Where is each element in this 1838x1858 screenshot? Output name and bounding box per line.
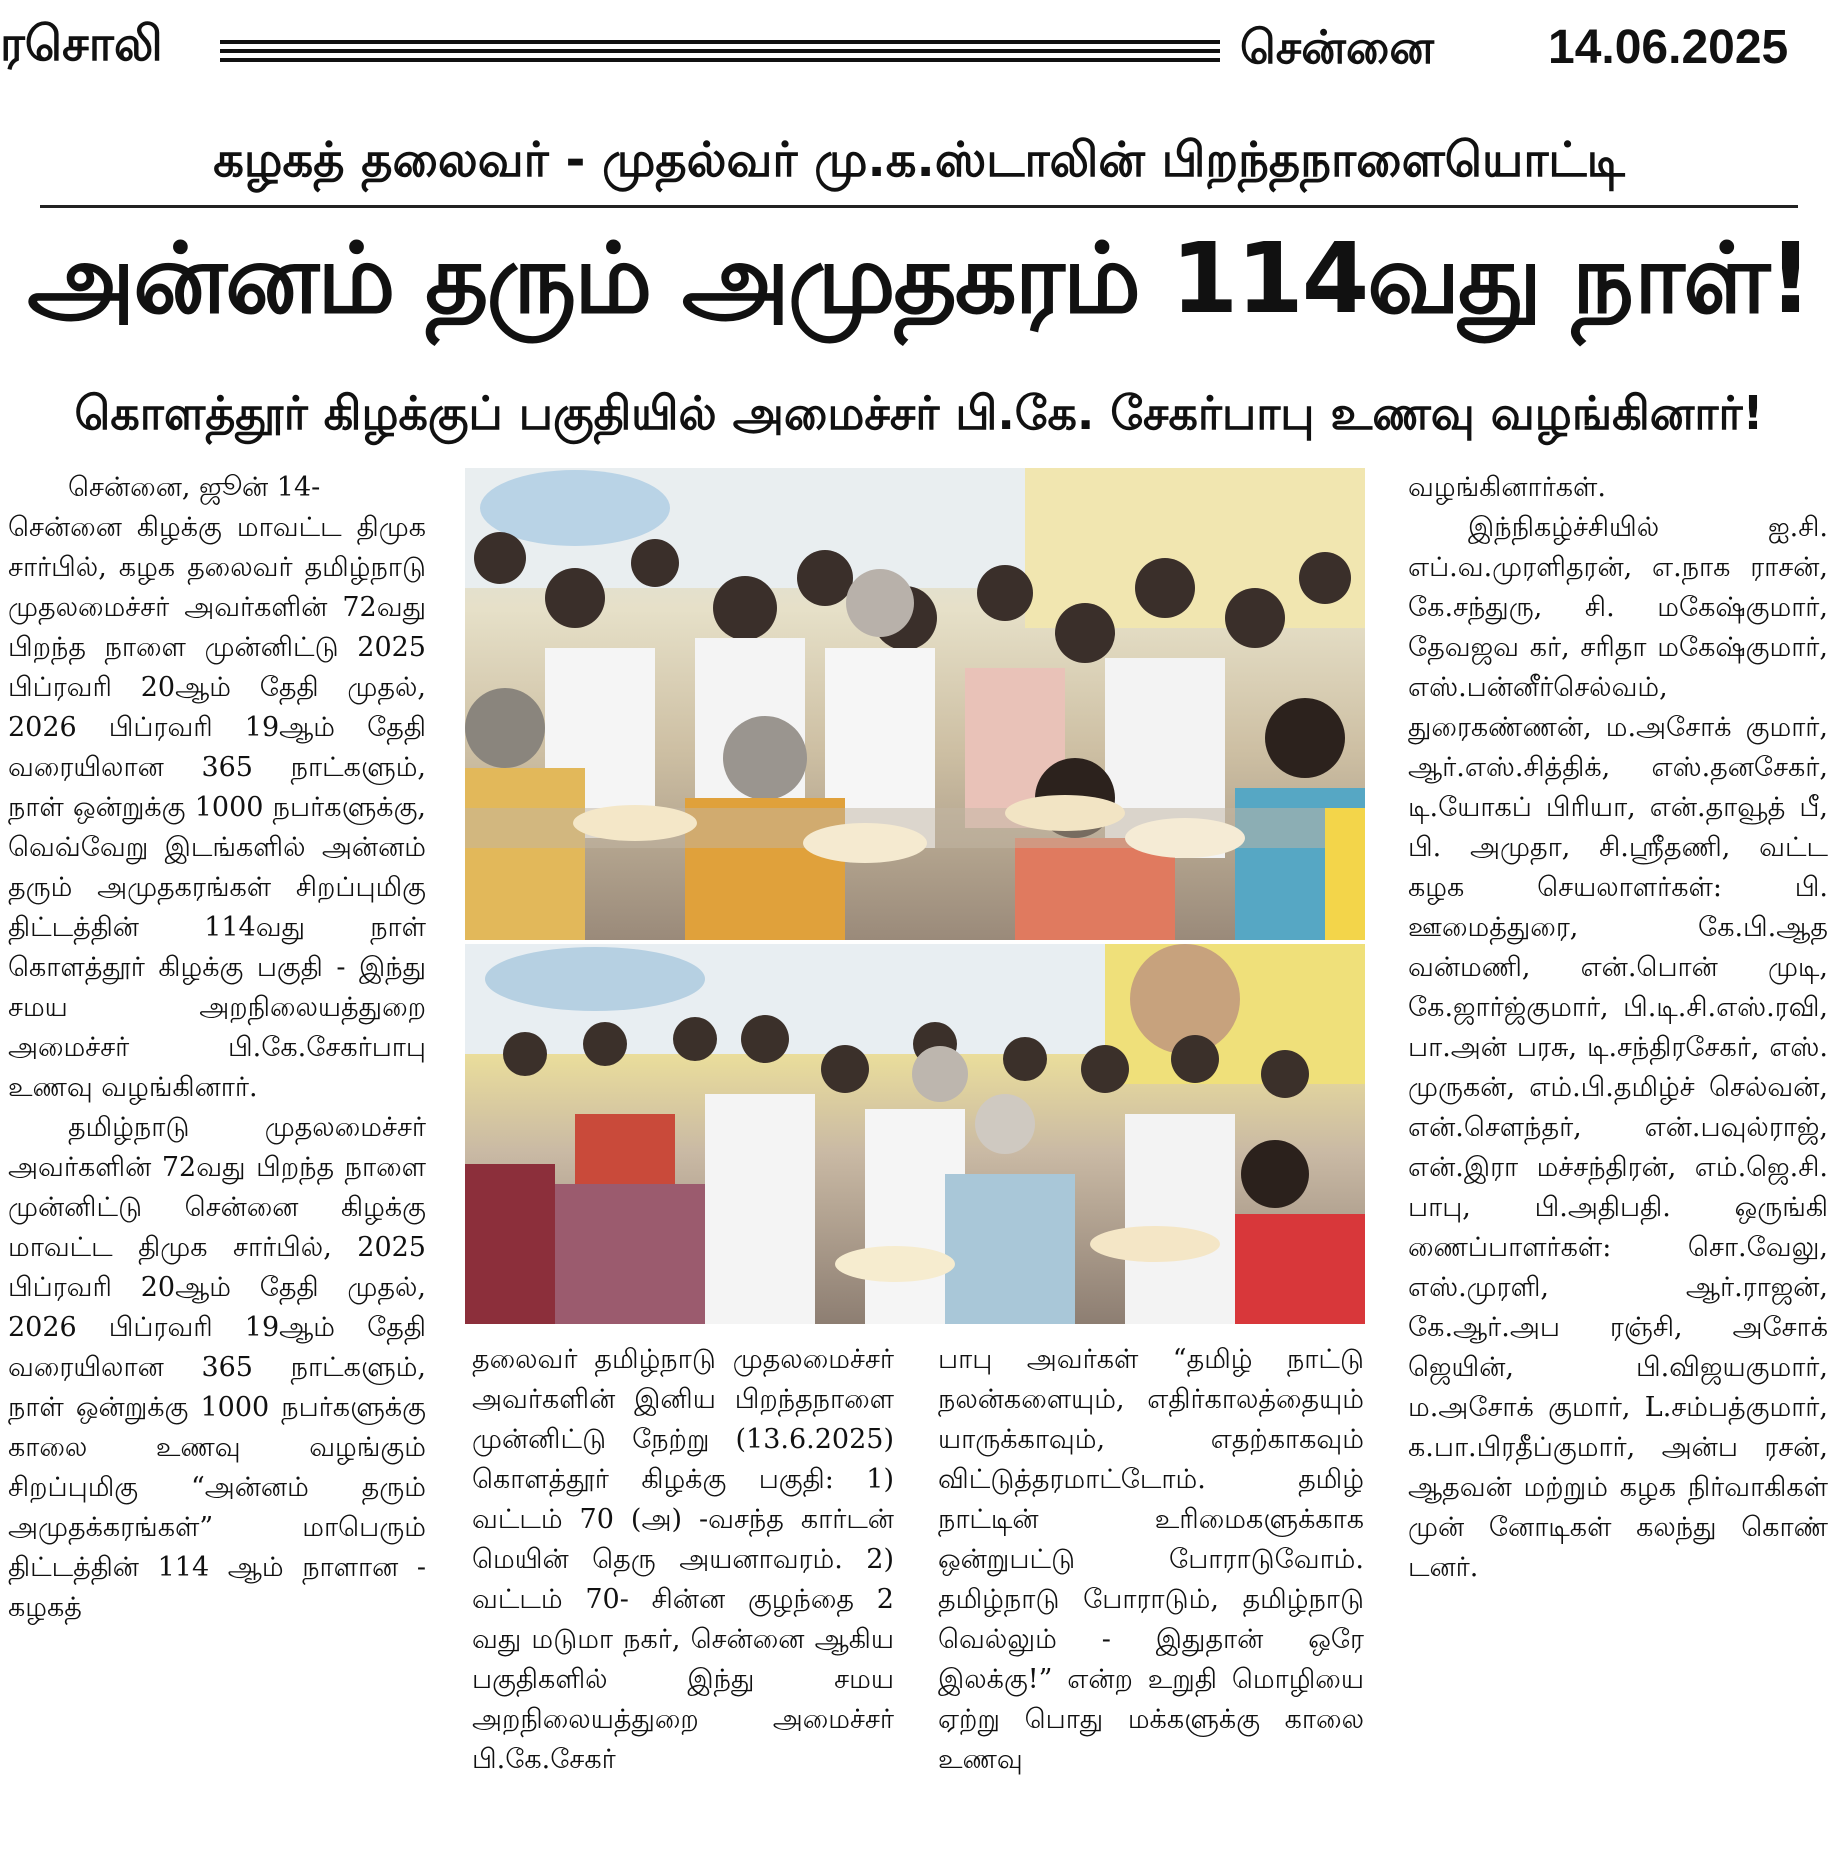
- article-column-3: [938, 1340, 1364, 1780]
- paper-name: ரசொலி: [0, 16, 163, 72]
- crowd-photo-illustration: [465, 944, 1365, 1324]
- crowd-photo-illustration: [465, 468, 1365, 940]
- headline: அன்னம் தரும் அமுதகரம் 114வது நாள்!: [27, 222, 1811, 335]
- article-column-4: [1408, 468, 1828, 1588]
- paragraph: சென்னை கிழக்கு மாவட்ட திமுக சார்பில், கழக தலைவர் தமிழ்நாடு முதலமைச்சர் அவர்களின் 72வது பிறந்த நாளை முன்னிட்டு 2025 பிப்ரவரி 20ஆம் தேதி முதல், 2026 பிப்ரவரி 19ஆம் தேதி வரையிலான 365 நாட்களும், நாள் ஒன்றுக்கு 1000 நபர்களுக்கு, வெவ்வேறு இடங்களில் அன்னம் தரும் அமுதகரங்கள் சிறப்புமிகு திட்டத்தின் 114வது நாள் கொளத்தூர் கிழக்கு பகுதி - இந்து சமய அறநிலையத்துறை அமைச்சர் பி.கே.சேகர்பாபு உணவு வழங்கினார்.: [8, 512, 426, 1103]
- article-column-2: [472, 1340, 894, 1780]
- paragraph: தமிழ்நாடு முதலமைச்சர் அவர்களின் 72வது பிறந்த நாளை முன்னிட்டு சென்னை கிழக்கு மாவட்ட திமுக சார்பில், 2025 பிப்ரவரி 20ஆம் தேதி முதல், 2026 பிப்ரவரி 19ஆம் தேதி வரையிலான 365 நாட்களும், நாள் ஒன்றுக்கு 1000 நபர்களுக்கு காலை உணவு வழங்கும் சிறப்புமிகு “அன்னம் தரும் அமுதக்கரங்கள்” மாபெரும் திட்டத்தின் 114 ஆம் நாளான - கழகத்: [8, 1112, 426, 1623]
- kicker-divider: [40, 205, 1798, 208]
- article-column-1: [8, 468, 426, 1628]
- subheadline: கொளத்தூர் கிழக்குப் பகுதியில் அமைச்சர் பி.கே. சேகர்பாபு உணவு வழங்கினார்!: [74, 386, 1764, 440]
- masthead-rule: [220, 40, 1220, 64]
- news-photo-top: [465, 468, 1365, 940]
- masthead: [0, 10, 1838, 80]
- masthead-date: 14.06.2025: [1548, 21, 1789, 74]
- paragraph-lead: வழங்கினார்கள்.: [1408, 472, 1606, 503]
- kicker: கழகத் தலைவர் - முதல்வர் மு.க.ஸ்டாலின் பிறந்தநாளையொட்டி: [213, 132, 1625, 188]
- masthead-city: சென்னை: [1240, 20, 1435, 74]
- dateline: சென்னை, ஜூன் 14-: [68, 472, 321, 503]
- paragraph: பாபு அவர்கள் “தமிழ் நாட்டு நலன்களையும், எதிர்காலத்தையும் யாருக்காவும், எதற்காகவும் விட்டுத்தரமாட்டோம். தமிழ் நாட்டின் உரிமைகளுக்காக ஒன்றுபட்டு போராடுவோம். தமிழ்நாடு போராடும், தமிழ்நாடு வெல்லும் - இதுதான் ஒரே இலக்கு!” என்ற உறுதி மொழியை ஏற்று பொது மக்களுக்கு காலை உணவு: [938, 1344, 1364, 1775]
- news-photo-bottom: [465, 944, 1365, 1324]
- paragraph: தலைவர் தமிழ்நாடு முதலமைச்சர் அவர்களின் இனிய பிறந்தநாளை முன்னிட்டு நேற்று (13.6.2025) கொளத்தூர் கிழக்கு பகுதி: 1) வட்டம் 70 (அ) -வசந்த கார்டன் மெயின் தெரு அயனாவரம். 2) வட்டம் 70- சின்ன குழந்தை 2 வது மடுமா நகர், சென்னை ஆகிய பகுதிகளில் இந்து சமய அறநிலையத்துறை அமைச்சர் பி.கே.சேகர்: [472, 1344, 894, 1775]
- participants-list: இந்நிகழ்ச்சியில் ஐ.சி. எப்.வ.முரளிதரன், எ.நாக ராசன், கே.சந்துரு, சி. மகேஷ்குமார், தேவஜவ கர், சரிதா மகேஷ்குமார், எஸ்.பன்னீர்செல்வம், துரைகண்ணன், ம.அசோக் குமார், ஆர்.எஸ்.சித்திக், எஸ்.தனசேகர், டி.யோகப் பிரியா, என்.தாவூத் பீ, பி. அமுதா, சி.ஸ்ரீதணி, வட்ட கழக செயலாளர்கள்: பி. ஊமைத்துரை, கே.பி.ஆத வன்மணி, என்.பொன் முடி, கே.ஜார்ஜ்குமார், பி.டி.சி.எஸ்.ரவி, பா.அன் பரசு, டி.சந்திரசேகர், எஸ். முருகன், எம்.பி.தமிழ்ச் செல்வன், என்.சௌந்தர், என்.பவுல்ராஜ், என்.இரா மச்சந்திரன், எம்.ஜெ.சி. பாபு, பி.அதிபதி. ஒருங்கி ணைப்பாளர்கள்: சொ.வேலு, எஸ்.முரளி, ஆர்.ராஜன், கே.ஆர்.அப ரஞ்சி, அசோக் ஜெயின், பி.விஜயகுமார், ம.அசோக் குமார், L.சம்பத்குமார், க.பா.பிரதீப்குமார், அன்ப ரசன், ஆதவன் மற்றும் கழக நிர்வாகிகள் முன் னோடிகள் கலந்து கொண் டனர்.: [1408, 512, 1828, 1583]
